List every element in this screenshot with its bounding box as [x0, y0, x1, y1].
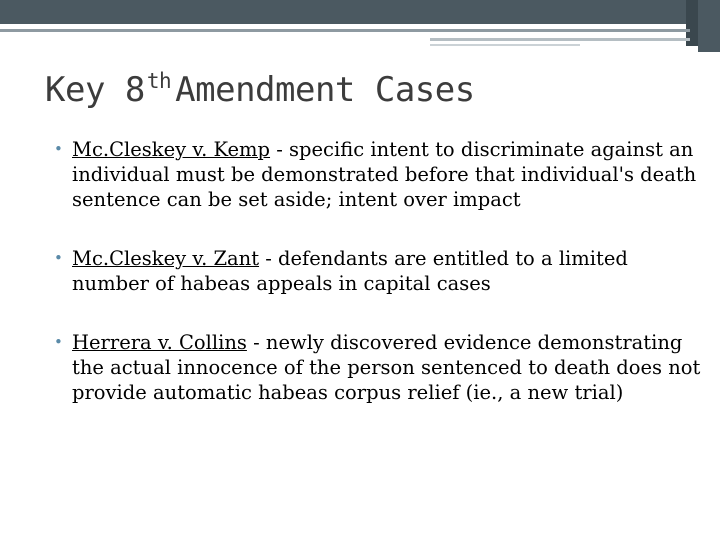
case-name: Mc.Cleskey v. Kemp: [72, 138, 271, 161]
title-suffix: Amendment Cases: [175, 70, 475, 110]
bullet-marker: •: [54, 140, 63, 158]
case-description: - specific intent to discriminate against an individual must be demonstrated before that individual's death sentence can be set aside; intent over impact: [72, 138, 697, 211]
header-band-bar: [0, 0, 720, 24]
bullet-item-mccleskey-zant: [54, 246, 704, 296]
bullet-item-herrera-collins: [54, 330, 704, 405]
header-rule-1: [0, 29, 690, 32]
slide-title: [45, 70, 475, 110]
case-name: Mc.Cleskey v. Zant: [72, 247, 260, 270]
bullet-item-mccleskey-kemp: [54, 137, 704, 212]
case-description: - defendants are entitled to a limited number of habeas appeals in capital cases: [72, 247, 628, 295]
header-rule-2: [430, 38, 690, 41]
header-band-block-inner: [698, 0, 720, 52]
title-prefix: Key 8: [45, 70, 145, 110]
bullet-list: [54, 137, 704, 439]
title-superscript: th: [146, 69, 172, 93]
bullet-marker: •: [54, 249, 63, 267]
header-rule-3: [430, 44, 580, 46]
case-description: - newly discovered evidence demonstrating the actual innocence of the person sentenced to death does not provide automatic habeas corpus relief (ie., a new trial): [72, 331, 701, 404]
bullet-marker: •: [54, 333, 63, 351]
case-name: Herrera v. Collins: [72, 331, 247, 354]
